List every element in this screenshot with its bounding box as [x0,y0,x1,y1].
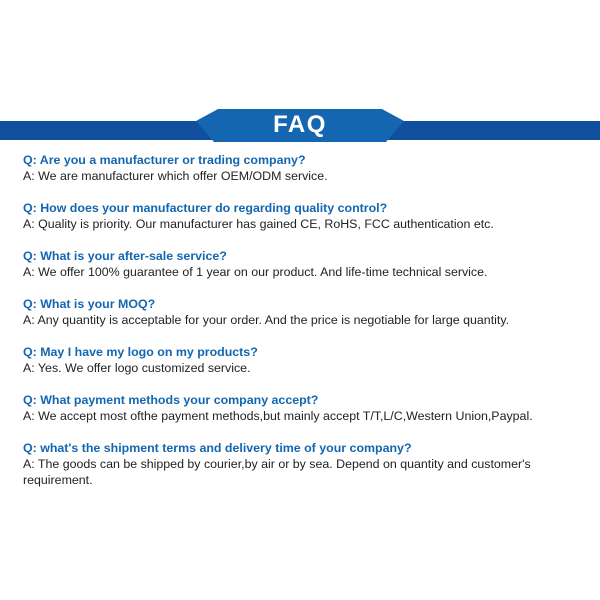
faq-item [23,296,583,328]
faq-question: Q: What is your MOQ? [23,297,156,311]
faq-question: Q: What is your after-sale service? [23,249,227,263]
faq-item [23,200,583,232]
faq-banner [0,0,600,150]
faq-answer: A: Quality is priority. Our manufacturer has gained CE, RoHS, FCC authentication etc. [23,217,494,231]
faq-answer: A: The goods can be shipped by courier,by air or by sea. Depend on quantity and customer's requirement. [23,457,531,487]
faq-item [23,392,583,424]
faq-item [23,344,583,376]
faq-question: Q: What payment methods your company accept? [23,393,319,407]
faq-question: Q: what's the shipment terms and delivery time of your company? [23,441,412,455]
faq-answer: A: Yes. We offer logo customized service. [23,361,251,375]
faq-question: Q: May I have my logo on my products? [23,345,258,359]
faq-answer: A: We accept most ofthe payment methods,but mainly accept T/T,L/C,Western Union,Paypal. [23,409,533,423]
faq-item [23,248,583,280]
page-title: FAQ [273,111,327,138]
faq-question: Q: Are you a manufacturer or trading company? [23,153,306,167]
faq-answer: A: Any quantity is acceptable for your order. And the price is negotiable for large quantity. [23,313,510,327]
faq-answer: A: We are manufacturer which offer OEM/ODM service. [23,169,328,183]
faq-item [23,152,583,184]
faq-list [23,152,583,504]
faq-question: Q: How does your manufacturer do regarding quality control? [23,201,388,215]
faq-item [23,440,583,488]
faq-answer: A: We offer 100% guarantee of 1 year on our product. And life-time technical service. [23,265,488,279]
